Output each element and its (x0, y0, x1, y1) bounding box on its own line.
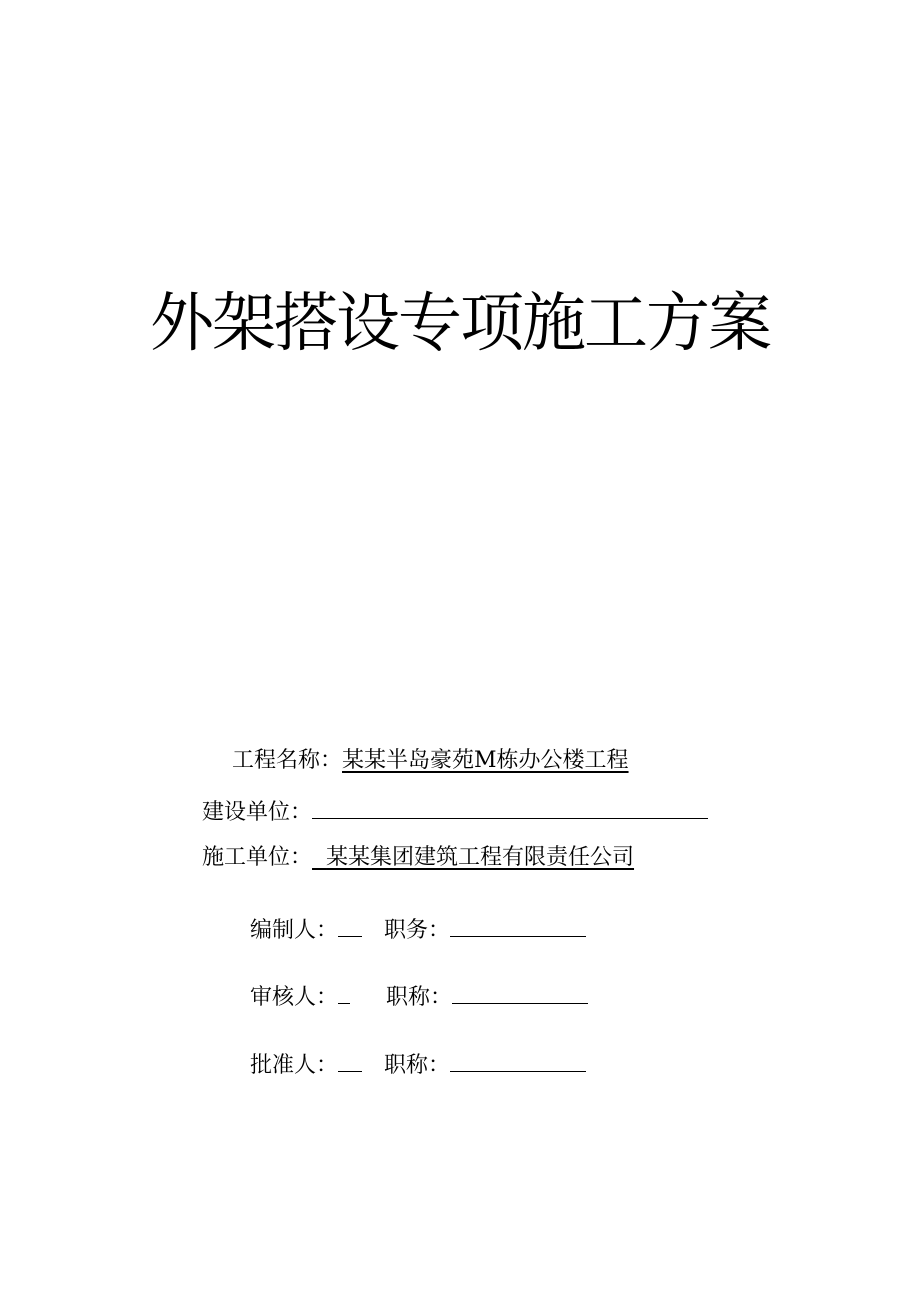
project-name-row (232, 746, 629, 776)
reviewer-label: 审核人： (250, 985, 339, 1010)
compiler-position-value (450, 914, 586, 937)
builder-label: 建设单位： (202, 800, 313, 825)
compiler-label: 编制人： (250, 918, 339, 943)
project-name-value: 某某半岛豪苑M栋办公楼工程 (342, 748, 629, 773)
signature-row-reviewer (250, 981, 588, 1013)
compiler-value (338, 914, 362, 937)
approver-title-label: 职称： (384, 1053, 451, 1078)
builder-row (202, 796, 708, 828)
builder-value (312, 796, 708, 819)
reviewer-title-value (452, 981, 588, 1004)
document-title: 外架搭设专项施工方案 (150, 287, 770, 361)
signature-row-approver (250, 1049, 586, 1081)
reviewer-value (338, 981, 350, 1004)
project-name-label: 工程名称： (232, 748, 343, 773)
reviewer-title-label: 职称： (386, 985, 453, 1010)
contractor-row (202, 843, 634, 873)
signature-row-compiler (250, 914, 586, 946)
approver-title-value (450, 1049, 586, 1072)
contractor-value: 某某集团建筑工程有限责任公司 (326, 845, 635, 870)
approver-label: 批准人： (250, 1053, 339, 1078)
contractor-label: 施工单位： (202, 845, 313, 870)
compiler-position-label: 职务： (384, 918, 451, 943)
approver-value (338, 1049, 362, 1072)
